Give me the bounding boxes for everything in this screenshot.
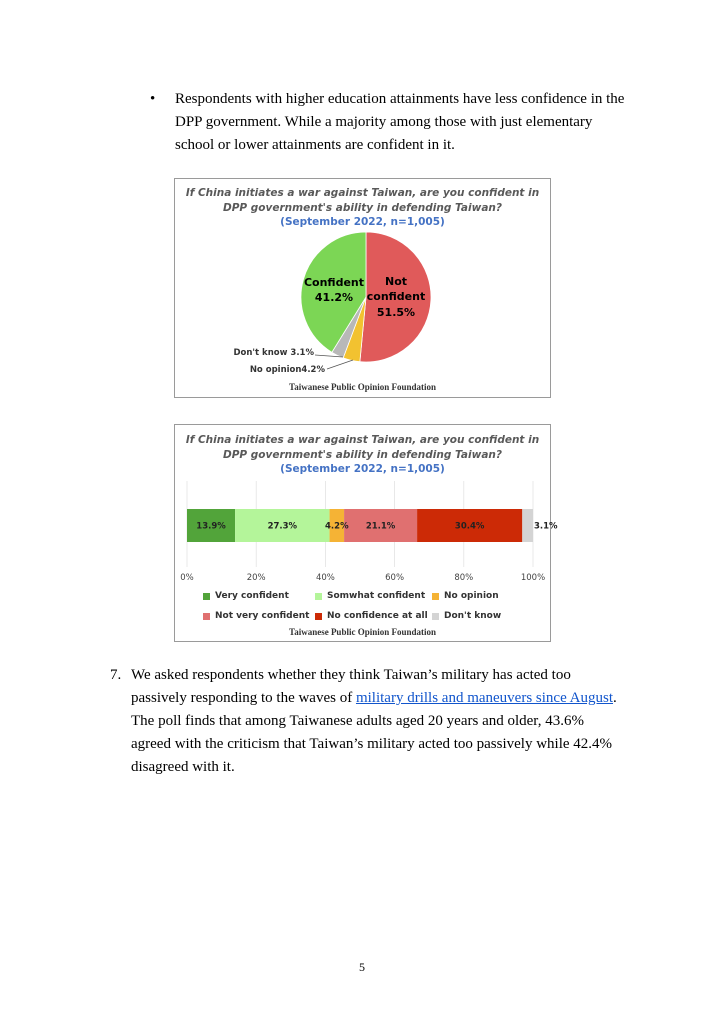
not-confident-label-1: Not — [384, 275, 408, 288]
no-opinion-leader-line — [327, 360, 353, 369]
bar-data-label: 21.1% — [365, 521, 396, 532]
bar-subtitle: (September 2022, n=1,005) — [280, 463, 445, 475]
legend-label: Very confident — [215, 591, 289, 601]
pie-source: Taiwanese Public Opinion Foundation — [289, 382, 436, 392]
legend-swatch — [315, 613, 322, 620]
legend-dont-know — [432, 611, 501, 621]
paragraph-text-after: . The poll finds that among Taiwanese adults aged 20 years and older, 43.6% agreed with the criticism that Taiwan’s military acted too passively while 42.4% disagreed with it. — [131, 690, 617, 775]
legend-not-very-confident — [203, 611, 309, 621]
bar-data-label: 13.9% — [196, 521, 226, 532]
axis-tick-label: 80% — [454, 573, 474, 583]
pie-title-line2: DPP government's ability in defending Taiwan? — [223, 202, 502, 214]
legend-swatch — [432, 593, 439, 600]
bar-source: Taiwanese Public Opinion Foundation — [289, 627, 436, 637]
pie-title-line1: If China initiates a war against Taiwan, are you confident in — [185, 187, 540, 199]
stacked-bar-chart — [175, 425, 558, 590]
pie-chart-figure — [174, 178, 551, 398]
legend-label: No opinion — [444, 591, 499, 601]
legend-very-confident — [203, 591, 289, 601]
legend-label: Not very confident — [215, 611, 310, 621]
bullet-marker: • — [150, 91, 156, 107]
pie-subtitle: (September 2022, n=1,005) — [280, 216, 445, 228]
bar-data-label: 3.1% — [534, 521, 558, 532]
not-confident-label-2: confident — [366, 290, 426, 303]
bar-data-label: 4.2% — [325, 521, 349, 532]
page-number: 5 — [359, 960, 365, 974]
paragraph-text-before: We asked respondents whether they think Taiwan’s military has acted too passively responding to the waves of — [131, 667, 571, 706]
not-confident-value: 51.5% — [376, 306, 416, 319]
axis-tick-label: 60% — [385, 573, 405, 583]
military-drills-link[interactable]: military drills and maneuvers since August — [355, 690, 614, 706]
legend-no-opinion — [432, 591, 499, 601]
legend-somewhat-confident — [315, 591, 425, 601]
paragraph-number: 7. — [110, 667, 122, 683]
legend-swatch — [203, 593, 210, 600]
paragraph-7 — [110, 664, 620, 779]
confident-label: Confident — [303, 276, 365, 289]
no-opinion-label: No opinion4.2% — [249, 365, 325, 375]
bar-title-line1: If China initiates a war against Taiwan, are you confident in — [185, 434, 540, 446]
axis-tick-label: 0% — [180, 573, 194, 583]
axis-tick-label: 40% — [315, 573, 335, 583]
legend-swatch — [432, 613, 439, 620]
bullet-text: Respondents with higher education attainments have less confidence in the DPP government. While a majority among those with just elementary school or lower attainments are confident in it. — [175, 91, 625, 153]
pie-chart — [175, 179, 550, 397]
legend-label: Somwhat confident — [327, 591, 426, 601]
paragraph-text — [131, 664, 620, 779]
bullet-paragraph — [150, 88, 630, 157]
dont-know-label: Don't know 3.1% — [233, 348, 314, 358]
bar-data-label: 30.4% — [454, 521, 485, 532]
stacked-bar-figure — [174, 424, 558, 642]
bar-segment-don-t-know — [522, 509, 533, 542]
legend-label: Don't know — [444, 611, 502, 621]
legend-label: No confidence at all — [327, 611, 428, 621]
axis-tick-label: 100% — [520, 573, 546, 583]
bar-title-line2: DPP government's ability in defending Taiwan? — [223, 449, 502, 461]
legend-swatch — [315, 593, 322, 600]
legend-no-confidence — [315, 611, 428, 621]
confident-value: 41.2% — [314, 291, 354, 304]
legend-swatch — [203, 613, 210, 620]
axis-tick-label: 20% — [246, 573, 266, 583]
bar-data-label: 27.3% — [267, 521, 298, 532]
